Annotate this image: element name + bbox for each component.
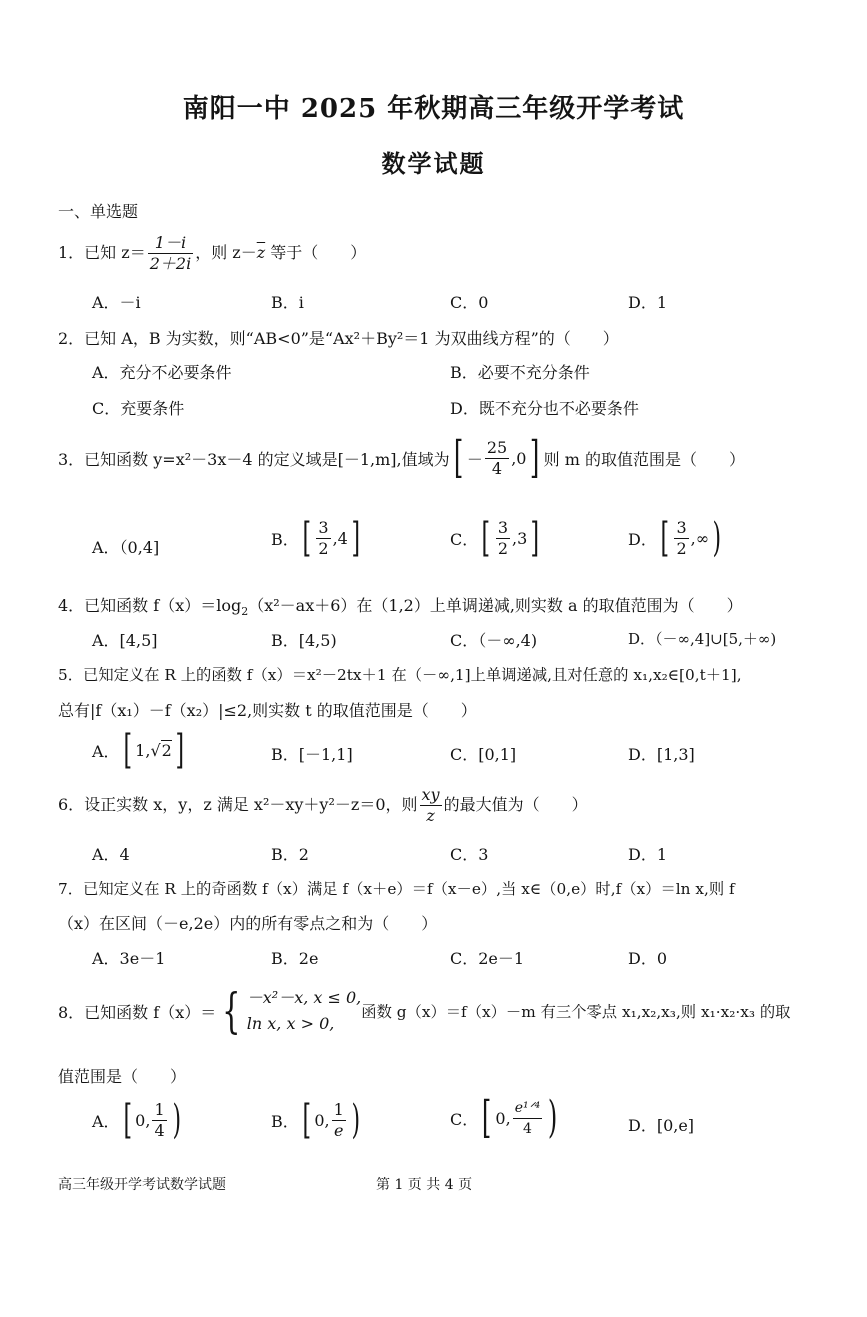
q7-option-b: B．2e [271,949,319,968]
q3-optb-den: 2 [318,538,329,558]
q8-opta-label: A． [92,1111,120,1131]
q8-optb-num: 1 [333,1099,344,1119]
q4-option-c: C．（－∞,4) [450,631,538,650]
q3-optc-lb: [ [481,515,491,561]
q5-opta-lb: [ [123,727,132,773]
q3-left-bracket: [ [453,432,463,483]
exam-subtitle: 数学试题 [381,149,486,178]
question-7-line-1: 7．已知定义在 R 上的奇函数 f（x）满足 f（x＋e）＝f（x－e）,当 x∈（0,e）时,f（x）＝ln x,则 f [58,880,735,898]
q3-frac-den: 4 [491,458,503,478]
q8-text-post: 函数 g（x）＝f（x）－m 有三个零点 x₁,x₂,x₃,则 x₁·x₂·x₃ 的取 [361,1003,791,1021]
q6-frac-den: z [426,806,435,825]
q5-opta-inner: 1, [135,740,151,760]
footer-exam-name: 高三年级开学考试数学试题 [58,1177,226,1193]
q4-option-b: B．[4,5) [271,631,337,650]
q8-optc-label: C． [450,1109,479,1129]
q3-optc-rb: ] [530,515,540,561]
footer-page-number: 第 1 页 共 4 页 [376,1177,473,1193]
q8-brace: { [222,983,241,1039]
q8-option-b [271,1097,363,1143]
q3-fraction [485,439,509,478]
q3-optc-after: ,3 [512,528,528,548]
q8-opta-den: 4 [154,1120,165,1140]
q4-log-base: 2 [241,605,249,619]
q8-option-d: D．[0,e] [628,1116,695,1135]
q8-optb-lb: [ [302,1097,311,1143]
q3-optc-label: C． [450,529,479,549]
q4-text-post: （x²－ax＋6）在（1,2）上单调递减,则实数 a 的取值范围为（ ） [248,596,743,615]
q1-option-c: C．0 [450,293,489,312]
q2-option-a: A．充分不必要条件 [92,363,232,382]
q3-optc-num: 3 [497,517,509,537]
q8-case-1: －x²－x, x ≤ 0, [246,988,362,1007]
q3-optd-after: ,∞ [690,528,710,548]
q3-optb-num: 3 [318,517,329,537]
q1-text-tail: 等于（ ） [265,243,367,262]
q2-option-b: B．必要不充分条件 [450,363,590,382]
q5-option-d: D．[1,3] [628,745,695,764]
q8-piecewise [247,985,362,1037]
q1-option-a: A．－i [92,293,141,312]
q8-optc-frac [513,1099,542,1138]
section-heading: 一、单选题 [58,202,139,221]
question-8-line-2: 值范围是（ ） [58,1067,187,1086]
question-1 [58,234,366,273]
q1-zbar: $\overline{z}$ [256,243,266,262]
q5-option-c: C．[0,1] [450,745,517,764]
q6-text-post: 的最大值为（ ） [443,795,588,814]
q6-option-c: C．3 [450,845,489,864]
q8-optb-rb: ) [351,1097,360,1143]
q1-fraction [148,234,193,273]
q5-opta-rb: ] [175,727,184,773]
q5-option-a: A． [ 1, √ 2 ] [92,727,184,773]
question-2: 2．已知 A，B 为实数，则“AB<0”是“Ax²＋By²＝1 为双曲线方程”的（ ） [58,329,619,348]
q6-option-d: D．1 [628,845,668,864]
q3-optd-num: 3 [676,517,687,537]
q8-optc-pre: 0, [495,1108,511,1128]
q3-optc-den: 2 [497,538,509,558]
q8-option-c [450,1092,561,1143]
q3-optb-after: ,4 [332,528,348,548]
q3-frac-num: 25 [486,437,508,457]
question-7-line-2: （x）在区间（－e,2e）内的所有零点之和为（ ） [58,914,438,933]
exam-title: 南阳一中 2025 年秋期高三年级开学考试 [182,94,685,124]
q7-option-d: D．0 [628,949,668,968]
question-6 [58,786,588,825]
q8-text-pre: 8．已知函数 f（x）＝ [58,1002,217,1022]
q8-optc-den: 4 [522,1120,532,1137]
question-8 [58,985,790,1037]
q8-opta-num: 1 [154,1099,165,1119]
q3-option-c [450,515,543,561]
question-3 [58,432,745,483]
q8-opta-frac [152,1101,166,1140]
q8-opta-pre: 0, [135,1110,151,1130]
question-4 [58,593,743,618]
q3-optb-frac [316,519,330,558]
q3-option-a: A．（0,4] [92,538,160,557]
q3-after-frac: ,0 [511,448,527,468]
q1-frac-den: 2＋2i [149,254,192,273]
q3-text-pre: 3．已知函数 y=x²－3x－4 的定义域是[－1,m],值域为 [58,449,450,469]
q6-option-a: A．4 [92,845,130,864]
q4-option-a: A．[4,5] [92,631,158,650]
q1-option-d: D．1 [628,293,668,312]
q3-optd-den: 2 [676,538,687,558]
q8-opta-lb: [ [123,1097,132,1143]
q7-option-a: A．3e－1 [92,949,166,968]
q4-text-pre: 4．已知函数 f（x）＝log [58,596,242,615]
q3-optc-frac [496,519,510,558]
q1-text-post: ，则 z－ [195,243,257,262]
q4-option-d: D．（－∞,4]∪[5,＋∞) [628,630,777,648]
q8-case-2: ln x, x > 0, [246,1014,335,1033]
q8-opta-rb: ) [172,1097,181,1143]
question-5-line-2: 总有|f（x₁）－f（x₂）|≤2,则实数 t 的取值范围是（ ） [58,701,477,720]
q6-fraction [420,786,442,825]
q8-optb-label: B． [271,1111,299,1131]
q6-frac-num: xy [421,785,440,804]
q3-optd-frac [674,519,688,558]
q6-option-b: B．2 [271,845,309,864]
q3-optd-rb: ) [712,515,722,561]
q8-option-a [92,1097,184,1143]
q3-text-post: 则 m 的取值范围是（ ） [543,449,745,469]
q3-optb-lb: [ [302,515,311,561]
question-5-line-1: 5．已知定义在 R 上的函数 f（x）＝x²－2tx＋1 在（－∞,1]上单调递减,且对任意的 x₁,x₂∈[0,t＋1], [58,666,742,684]
q8-optb-den: e [334,1120,344,1140]
q3-minus: － [466,449,483,469]
q2-option-d: D．既不充分也不必要条件 [450,399,639,418]
q8-optb-frac [332,1101,346,1140]
q3-optb-rb: ] [351,515,360,561]
q8-optc-rb: ) [547,1092,558,1143]
q1-text-pre: 1．已知 z＝ [58,243,146,262]
q1-option-b: B．i [271,293,304,312]
q6-text-pre: 6．设正实数 x，y，z 满足 x²－xy＋y²－z＝0，则 [58,795,418,814]
q8-optc-num: e¹ᐟ⁴ [513,1099,542,1119]
q2-option-c: C．充要条件 [92,399,185,418]
q7-option-c: C．2e－1 [450,949,525,968]
q3-right-bracket: ] [530,432,540,483]
q3-optb-label: B． [271,529,299,549]
q5-opta-label: A． [92,741,120,761]
q1-frac-num: 1－i [148,234,193,254]
q8-optc-lb: [ [482,1092,492,1143]
q3-optd-lb: [ [660,515,669,561]
q3-option-d [628,515,725,561]
q3-option-b [271,515,363,561]
q8-optb-pre: 0, [314,1110,330,1130]
q3-optd-label: D． [628,529,657,549]
q5-option-b: B．[－1,1] [271,745,353,764]
q5-opta-sqrt: 2 [161,741,172,760]
